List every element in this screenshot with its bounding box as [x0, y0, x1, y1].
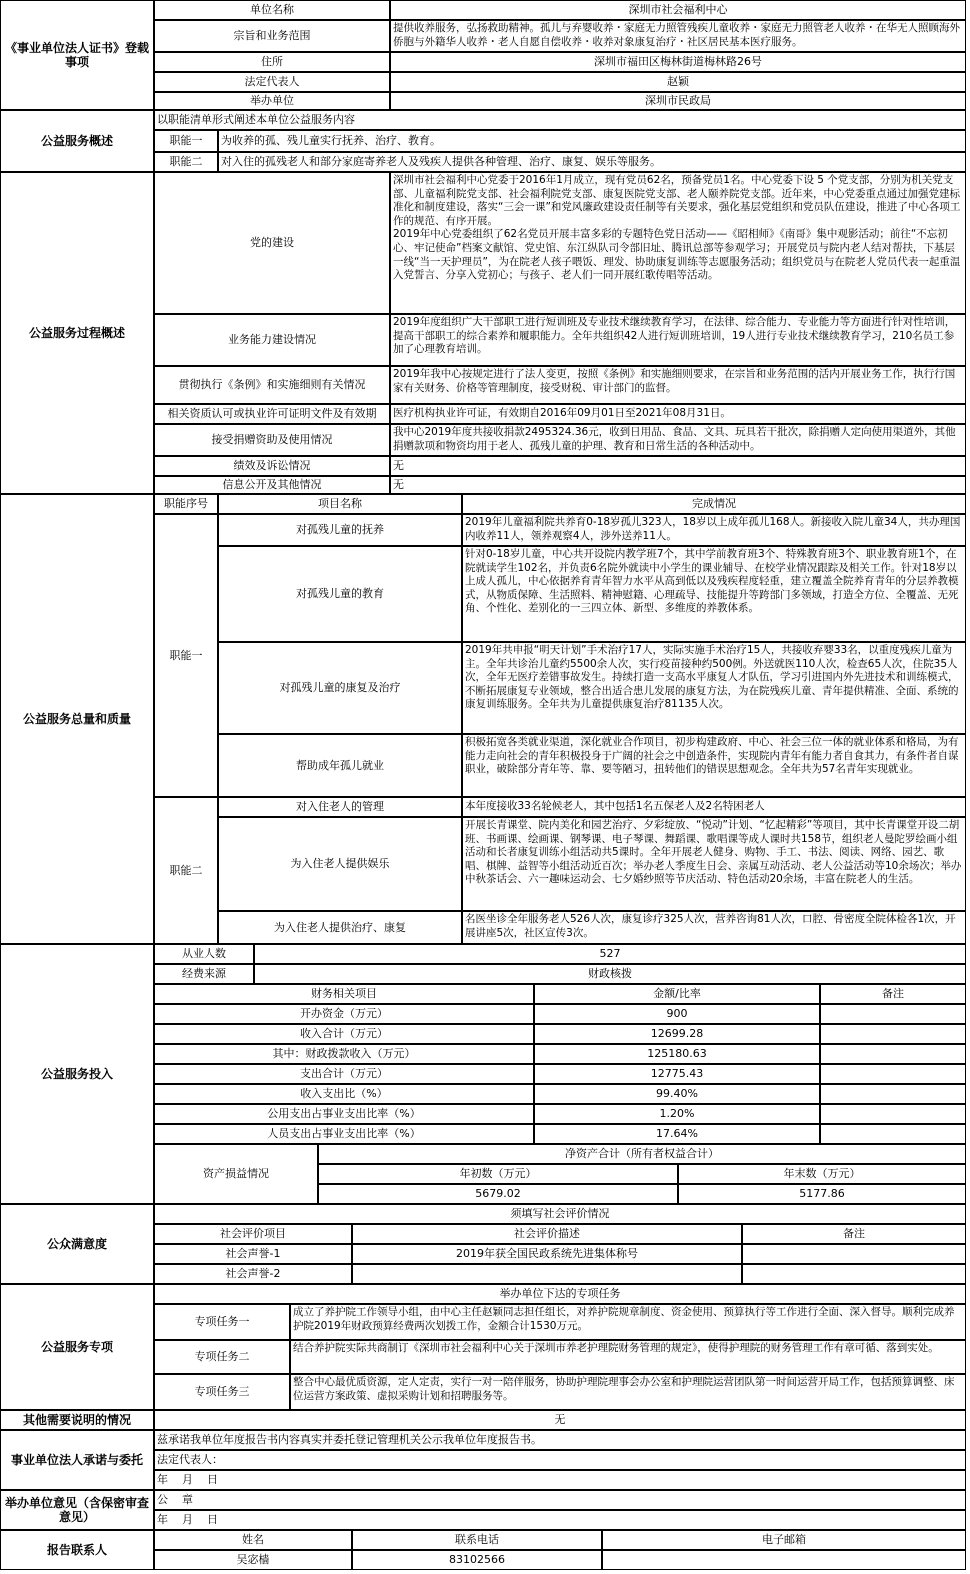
text-child-rehab: 2019年共申报“明天计划”手术治疗17人，实际实施手术治疗15人，共接收弃婴33名，以重度残疾儿童为主。全年共诊治儿童约5500余人次，实行疫苗接种约500例。外送就医110人次，检查65人次，住院35人次，全年无医疗差错事故发生。持续打造一支高水平康复人才队伍，学习引进国内外先进技术和训练模式，不断拓展康复专业领域，整合出适合患儿发展的康复方法，为在院残疾儿童、青年提供精准、全面、系统的康复训练服务。全年共为儿童提供康复治疗81135人次。 [462, 642, 966, 734]
finance-row-value: 12775.43 [534, 1064, 820, 1084]
eval-item: 社会声誉-2 [154, 1264, 352, 1284]
commitment-text: 兹承诺我单位年度报告书内容真实并委托登记管理机关公示我单位年度报告书。 [154, 1430, 966, 1450]
col-finance-item: 财务相关项目 [154, 984, 534, 1004]
item-orphan-employment: 帮助成年孤儿就业 [218, 734, 462, 797]
text-disclosure: 无 [390, 476, 966, 494]
col-function-seq: 职能序号 [154, 494, 218, 514]
section-header-process: 公益服务过程概述 [0, 172, 154, 494]
special-task-two-label: 专项任务二 [154, 1340, 290, 1374]
special-task-one-text: 成立了养护院工作领导小组，由中心主任赵颖同志担任组长，对养护院规章制度、资金使用、预算执行等工作进行全面、深入督导。顺利完成养护院2019年财政预算经费两次划拨工作，金额合计1530万元。 [290, 1304, 966, 1340]
finance-row-label: 开办资金（万元） [154, 1004, 534, 1024]
text-party-building: 深圳市社会福利中心党委于2016年1月成立，现有党员62名，预备党员1名。中心党委下设 5 个党支部，分别为机关党支部、儿童福利院党支部、社会福利院党支部、康复医院党支部、老人颐养院党支部。近年来，中心党委重点通过加强党建标准化和制度建设，落实“三会一课”和党风廉政建设责任制等有关要求，强化基层党组织和党员队伍建设，推进了中心各项工作的规范、有序开展。 2019年中心党委组织了62名党员开展丰富多彩的专题特色党日活动——《昭相师》《南哥》集中观影活动；前往“不忘初心、牢记使命”档案文献馆、党史馆、东江纵队司令部旧址、腾讯总部等参观学习；开展党员与院内老人结对帮扶，下基层一线“当一天护理员”，为在院老人孩子喂饭、理发、协助康复训练等志愿服务活动；组织党员与在院老人党员代表一起重温入党誓言、分享入党初心；与孩子、老人们一同开展红歌传唱等活动。 [390, 172, 966, 314]
label-purpose-scope: 宗旨和业务范围 [154, 20, 390, 52]
text-qualification: 医疗机构执业许可证，有效期自2016年09月01日至2021年08月31日。 [390, 404, 966, 424]
col-eval-item: 社会评价项目 [154, 1224, 352, 1244]
special-task-three-text: 整合中心最优质资源，定人定责，实行一对一陪伴服务，协助护理院理事会办公室和护理院运营团队第一时间运营开局工作，包括预算调整、床位运营方案政策、虚拟采购计划和招聘服务等。 [290, 1374, 966, 1410]
value-address: 深圳市福田区梅林街道梅林路26号 [390, 52, 966, 72]
label-net-assets: 净资产合计（所有者权益合计） [318, 1144, 966, 1164]
finance-row-value: 12699.28 [534, 1024, 820, 1044]
section-header-satisfaction: 公众满意度 [0, 1204, 154, 1284]
section-header-certificate: 《事业单位法人证书》登载事项 [0, 0, 154, 110]
section-header-sponsor-opinion: 举办单位意见（含保密审查意见） [0, 1490, 154, 1530]
special-task-two-text: 结合养护院实际共商制订《深圳市社会福利中心关于深圳市养老护理院财务管理的规定》，使得护理院的财务管理工作有章可循、落到实处。 [290, 1340, 966, 1374]
label-capacity-building: 业务能力建设情况 [154, 314, 390, 366]
function-one-label: 职能一 [154, 130, 218, 152]
finance-row-note [820, 1064, 966, 1084]
text-regulation: 2019年我中心按规定进行了法人变更，按照《条例》和实施细则要求，在宗旨和业务范围的活内开展业务工作，执行行国家有关财务、价格等管理制度，接受财税、审计部门的监督。 [390, 366, 966, 404]
finance-row-note [820, 1004, 966, 1024]
eval-desc: 2019年获全国民政系统先进集体称号 [352, 1244, 742, 1264]
label-legal-rep: 法定代表人 [154, 72, 390, 92]
label-regulation: 贯彻执行《条例》和实施细则有关情况 [154, 366, 390, 404]
col-contact-name: 姓名 [154, 1530, 352, 1550]
finance-row-label: 人员支出占事业支出比率（%） [154, 1124, 534, 1144]
eval-note [742, 1244, 966, 1264]
sponsor-opinion-date: 年 月 日 [154, 1510, 966, 1530]
special-task-three-label: 专项任务三 [154, 1374, 290, 1410]
item-child-raising: 对孤残儿童的抚养 [218, 514, 462, 546]
finance-row-label: 其中：财政拨款收入（万元） [154, 1044, 534, 1064]
label-staff-count: 从业人数 [154, 944, 254, 964]
finance-row-note [820, 1084, 966, 1104]
section-header-service-overview: 公益服务概述 [0, 110, 154, 172]
commitment-date: 年 月 日 [154, 1470, 966, 1490]
finance-row-label: 收入支出比（%） [154, 1084, 534, 1104]
finance-row-value: 99.40% [534, 1084, 820, 1104]
item-elder-treatment: 为入住老人提供治疗、康复 [218, 911, 462, 944]
section-header-special: 公益服务专项 [0, 1284, 154, 1410]
text-elder-management: 本年度接收33名轮候老人，其中包括1名五保老人及2名特困老人 [462, 797, 966, 817]
text-child-education: 针对0-18岁儿童，中心共开设院内教学班7个，其中学前教育班3个、特殊教育班3个、职业教育班1个，在院就读学生102名，并负责6名院外就读中小学生的课业辅导、在校学业情况跟踪及相关工作。针对18岁以上成人孤儿，中心依据养育青年智力水平从高到低以及残疾程度轻重，建立覆盖全院养育青年的分层养教模式，从物质保障、生活照料、精神慰籍、心理疏导、技能提升等跨部门多领域，打造全方位、全覆盖、无死角、个性化、差别化的一三四立体、新型、多维度的养教体系。 [462, 546, 966, 642]
col-contact-email: 电子邮箱 [602, 1530, 966, 1550]
label-fund-source: 经费来源 [154, 964, 254, 984]
item-child-education: 对孤残儿童的教育 [218, 546, 462, 642]
overview-intro: 以职能清单形式阐述本单位公益服务内容 [154, 110, 966, 130]
value-begin-year: 5679.02 [318, 1184, 678, 1204]
special-task-one-label: 专项任务一 [154, 1304, 290, 1340]
col-finance-amount: 金额/比率 [534, 984, 820, 1004]
label-party-building: 党的建设 [154, 172, 390, 314]
col-completion: 完成情况 [462, 494, 966, 514]
finance-row-label: 公用支出占事业支出比率（%） [154, 1104, 534, 1124]
quality-function-two-label: 职能二 [154, 797, 218, 944]
finance-row-value: 900 [534, 1004, 820, 1024]
section-header-other: 其他需要说明的情况 [0, 1410, 154, 1430]
special-title: 举办单位下达的专项任务 [154, 1284, 966, 1304]
col-eval-note: 备注 [742, 1224, 966, 1244]
finance-row-value: 125180.63 [534, 1044, 820, 1064]
value-end-year: 5177.86 [678, 1184, 966, 1204]
value-legal-rep: 赵颖 [390, 72, 966, 92]
label-qualification: 相关资质认可或执业许可证明文件及有效期 [154, 404, 390, 424]
section-header-quantity-quality: 公益服务总量和质量 [0, 494, 154, 944]
col-finance-note: 备注 [820, 984, 966, 1004]
text-capacity-building: 2019年度组织广大干部职工进行短训班及专业技术继续教育学习，在法律、综合能力、专业能力等方面进行针对性培训，提高干部职工的综合素养和履职能力。全年共组织42人进行短训班培训，19人进行专业技术继续教育学习，210名员工参加了心理教育培训。 [390, 314, 966, 366]
finance-row-note [820, 1024, 966, 1044]
other-value: 无 [154, 1410, 966, 1430]
finance-row-note [820, 1124, 966, 1144]
text-elder-treatment: 名医坐诊全年服务老人526人次，康复诊疗325人次，营养咨询81人次，口腔、骨密度全院体检各1次，开展讲座5次，社区宣传3次。 [462, 911, 966, 944]
section-header-contact: 报告联系人 [0, 1530, 154, 1570]
label-sponsor: 举办单位 [154, 92, 390, 110]
value-fund-source: 财政核拨 [254, 964, 966, 984]
eval-note [742, 1264, 966, 1284]
function-two-text: 对入住的孤残老人和部分家庭寄养老人及残疾人提供各种管理、治疗、康复、娱乐等服务。 [218, 152, 966, 172]
finance-row-note [820, 1104, 966, 1124]
label-performance: 绩效及诉讼情况 [154, 456, 390, 476]
item-child-rehab: 对孤残儿童的康复及治疗 [218, 642, 462, 734]
section-header-input: 公益服务投入 [0, 944, 154, 1204]
col-contact-phone: 联系电话 [352, 1530, 602, 1550]
text-child-raising: 2019年儿童福利院共养育0-18岁孤儿323人，18岁以上成年孤儿168人。新接收入院儿童34人，共办理国内收养11人，领养观察4人，涉外送养11人。 [462, 514, 966, 546]
eval-item: 社会声誉-1 [154, 1244, 352, 1264]
value-purpose-scope: 提供收养服务，弘扬救助精神。孤儿与弃婴收养・家庭无力照管残疾儿童收养・家庭无力照管老人收养・在华无人照顾海外侨胞与外籍华人收养・老人自愿自偿收养・收养对象康复治疗・社区居民基本医疗服务。 [390, 20, 966, 52]
label-end-year: 年末数（万元） [678, 1164, 966, 1184]
function-one-text: 为收养的孤、残儿童实行抚养、治疗、教育。 [218, 130, 966, 152]
official-seal: 公 章 [154, 1490, 966, 1510]
finance-row-note [820, 1044, 966, 1064]
satisfaction-title: 须填写社会评价情况 [154, 1204, 966, 1224]
label-address: 住所 [154, 52, 390, 72]
section-header-commitment: 事业单位法人承诺与委托 [0, 1430, 154, 1490]
col-eval-desc: 社会评价描述 [352, 1224, 742, 1244]
contact-name: 吴宓樯 [154, 1550, 352, 1570]
eval-desc [352, 1264, 742, 1284]
label-asset-gain-loss: 资产损益情况 [154, 1144, 318, 1204]
contact-phone: 83102566 [352, 1550, 602, 1570]
item-elder-recreation: 为入住老人提供娱乐 [218, 817, 462, 911]
finance-row-label: 收入合计（万元） [154, 1024, 534, 1044]
finance-row-value: 1.20% [534, 1104, 820, 1124]
contact-email [602, 1550, 966, 1570]
label-unit-name: 单位名称 [154, 0, 390, 20]
label-begin-year: 年初数（万元） [318, 1164, 678, 1184]
function-two-label: 职能二 [154, 152, 218, 172]
text-elder-recreation: 开展长青课堂、院内美化和园艺治疗、夕彩绽放、“悦动”计划、“忆起精彩”等项目，其中长青课堂开设二胡班、书画课、绘画课、钢琴课、电子琴课、舞蹈课、歌唱课等成人课时共158节，组织老人曼陀罗绘画小组活动和长者康复训练小组活动共5课时。全年开展老人健身、购物、手工、书法、阅读、网络、园艺、歌唱、棋牌、益智等小组活动近百次；举办老人季度生日会、亲属互动活动、老人公益活动等10余场次；举办中秋茶话会、六一趣味运动会、七夕婚纱照等节庆活动、特色活动20余场，丰富在院老人的生活。 [462, 817, 966, 911]
value-staff-count: 527 [254, 944, 966, 964]
text-donations: 我中心2019年度共接收捐款2495324.36元，收到日用品、食品、文具、玩具若干批次，除捐赠人定向使用渠道外，其他捐赠款项和物资均用于老人、孤残儿童的护理、教育和日常生活的各种活动中。 [390, 424, 966, 456]
legal-rep-signature: 法定代表人： [154, 1450, 966, 1470]
quality-function-one-label: 职能一 [154, 514, 218, 797]
text-performance: 无 [390, 456, 966, 476]
label-disclosure: 信息公开及其他情况 [154, 476, 390, 494]
value-sponsor: 深圳市民政局 [390, 92, 966, 110]
finance-row-value: 17.64% [534, 1124, 820, 1144]
text-orphan-employment: 积极拓宽各类就业渠道，深化就业合作项目，初步构建政府、中心、社会三位一体的就业体系和格局，为有能力走向社会的青年积极投身于广阔的社会之中创造条件，实现院内青年有能力者自食其力，有条件者自谋职业，破除部分青年等、靠、要等陋习，扭转他们的错误思想观念。全年共为57名青年实现就业。 [462, 734, 966, 797]
col-item-name: 项目名称 [218, 494, 462, 514]
finance-row-label: 支出合计（万元） [154, 1064, 534, 1084]
label-donations: 接受捐赠资助及使用情况 [154, 424, 390, 456]
item-elder-management: 对入住老人的管理 [218, 797, 462, 817]
value-unit-name: 深圳市社会福利中心 [390, 0, 966, 20]
